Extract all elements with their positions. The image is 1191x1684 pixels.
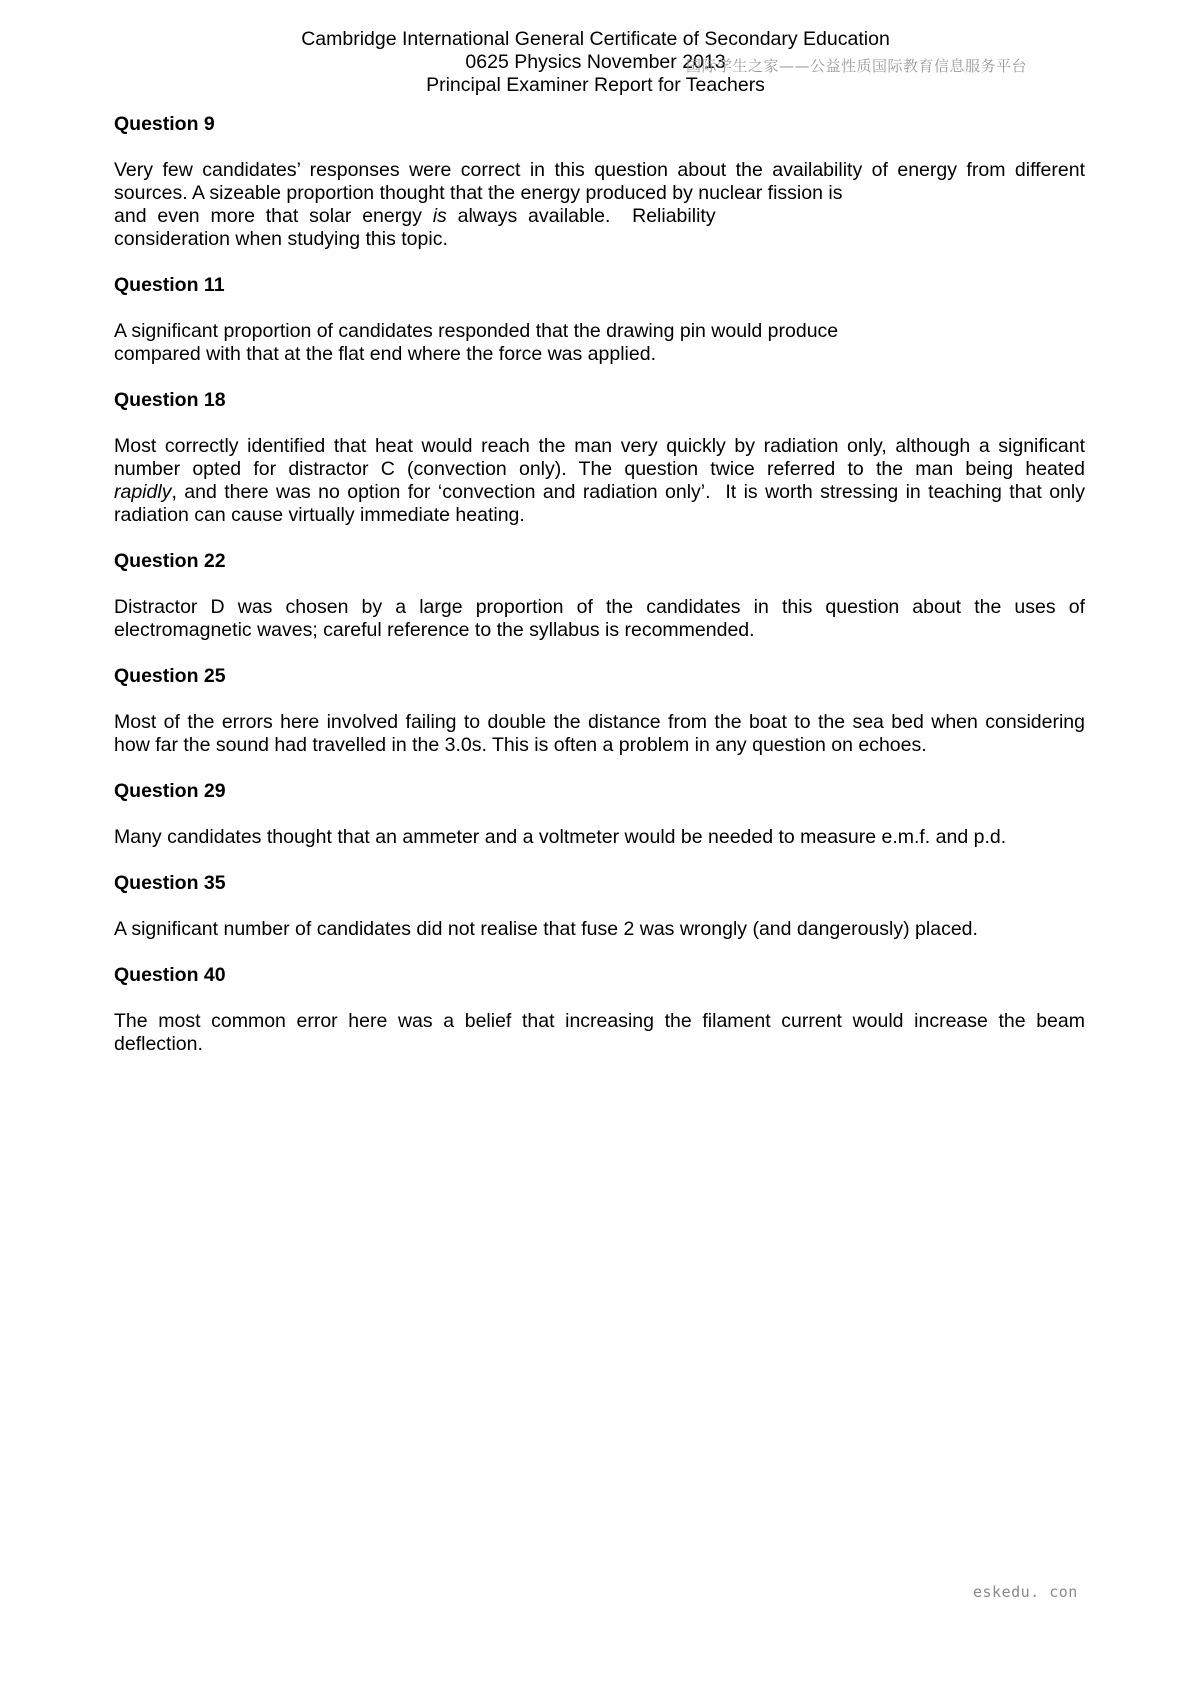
- commentary-line: sources. A sizeable proportion thought that the energy produced by nuclear fission is: [114, 182, 843, 204]
- question-commentary: [114, 320, 1085, 366]
- watermark-text: 国际学生之家——公益性质国际教育信息服务平台: [686, 57, 1028, 75]
- header-subject: 0625 Physics November 2013: [465, 51, 726, 73]
- line-text-before: and even more that solar energy: [114, 205, 433, 227]
- question-heading: Question 29: [114, 780, 226, 802]
- question-commentary: [114, 1010, 1085, 1056]
- commentary-line: Distractor D was chosen by a large proportion of the candidates in this question about the uses of: [114, 596, 1085, 618]
- question-heading: Question 40: [114, 964, 226, 986]
- question-heading: Question 9: [114, 113, 215, 135]
- commentary-line: deflection.: [114, 1033, 203, 1055]
- question-commentary: [114, 826, 1085, 849]
- emphasized-word: rapidly: [114, 481, 172, 503]
- header-report-type: Principal Examiner Report for Teachers: [426, 74, 765, 96]
- question-commentary: [114, 435, 1085, 527]
- commentary-line: compared with that at the flat end where the force was applied.: [114, 343, 656, 365]
- header-title: Cambridge International General Certificate of Secondary Education: [301, 28, 890, 50]
- question-heading: Question 22: [114, 550, 226, 572]
- commentary-line: A significant proportion of candidates responded that the drawing pin would produce: [114, 320, 839, 342]
- commentary-line: Most of the errors here involved failing to double the distance from the boat to the sea bed when considering: [114, 711, 1085, 733]
- commentary-line: Very few candidates’ responses were correct in this question about the availability of energy from different: [114, 159, 1085, 181]
- question-commentary: [114, 159, 1085, 251]
- commentary-line: [114, 205, 1085, 228]
- question-heading: Question 18: [114, 389, 226, 411]
- commentary-line: electromagnetic waves; careful reference to the syllabus is recommended.: [114, 619, 755, 641]
- commentary-line: A significant number of candidates did not realise that fuse 2 was wrongly (and dangerously) placed.: [114, 918, 978, 940]
- report-body: [114, 113, 1085, 1079]
- question-heading: Question 25: [114, 665, 226, 687]
- question-commentary: [114, 711, 1085, 757]
- commentary-line: number opted for distractor C (convection only). The question twice referred to the man being heated: [114, 458, 1085, 480]
- question-heading: Question 35: [114, 872, 226, 894]
- commentary-line: [114, 481, 1085, 504]
- commentary-line: Most correctly identified that heat would reach the man very quickly by radiation only, although a significant: [114, 435, 1085, 457]
- emphasized-word: is: [432, 205, 447, 227]
- commentary-line: consideration when studying this topic.: [114, 228, 448, 250]
- line-text-after: , and there was no option for ‘convection and radiation only’. It is worth stressing in teaching that only: [171, 481, 1085, 503]
- commentary-line: Many candidates thought that an ammeter and a voltmeter would be needed to measure e.m.f. and p.d.: [114, 826, 1007, 848]
- commentary-line: how far the sound had travelled in the 3.0s. This is often a problem in any question on echoes.: [114, 734, 927, 756]
- line-text-after: always available. Reliability: [446, 205, 716, 227]
- question-heading: Question 11: [114, 274, 225, 296]
- commentary-line: The most common error here was a belief that increasing the filament current would increase the beam: [114, 1010, 1085, 1032]
- question-commentary: [114, 918, 1085, 941]
- question-commentary: [114, 596, 1085, 642]
- footer-site-mark: eskedu. con: [973, 1583, 1078, 1601]
- commentary-line: radiation can cause virtually immediate heating.: [114, 504, 525, 526]
